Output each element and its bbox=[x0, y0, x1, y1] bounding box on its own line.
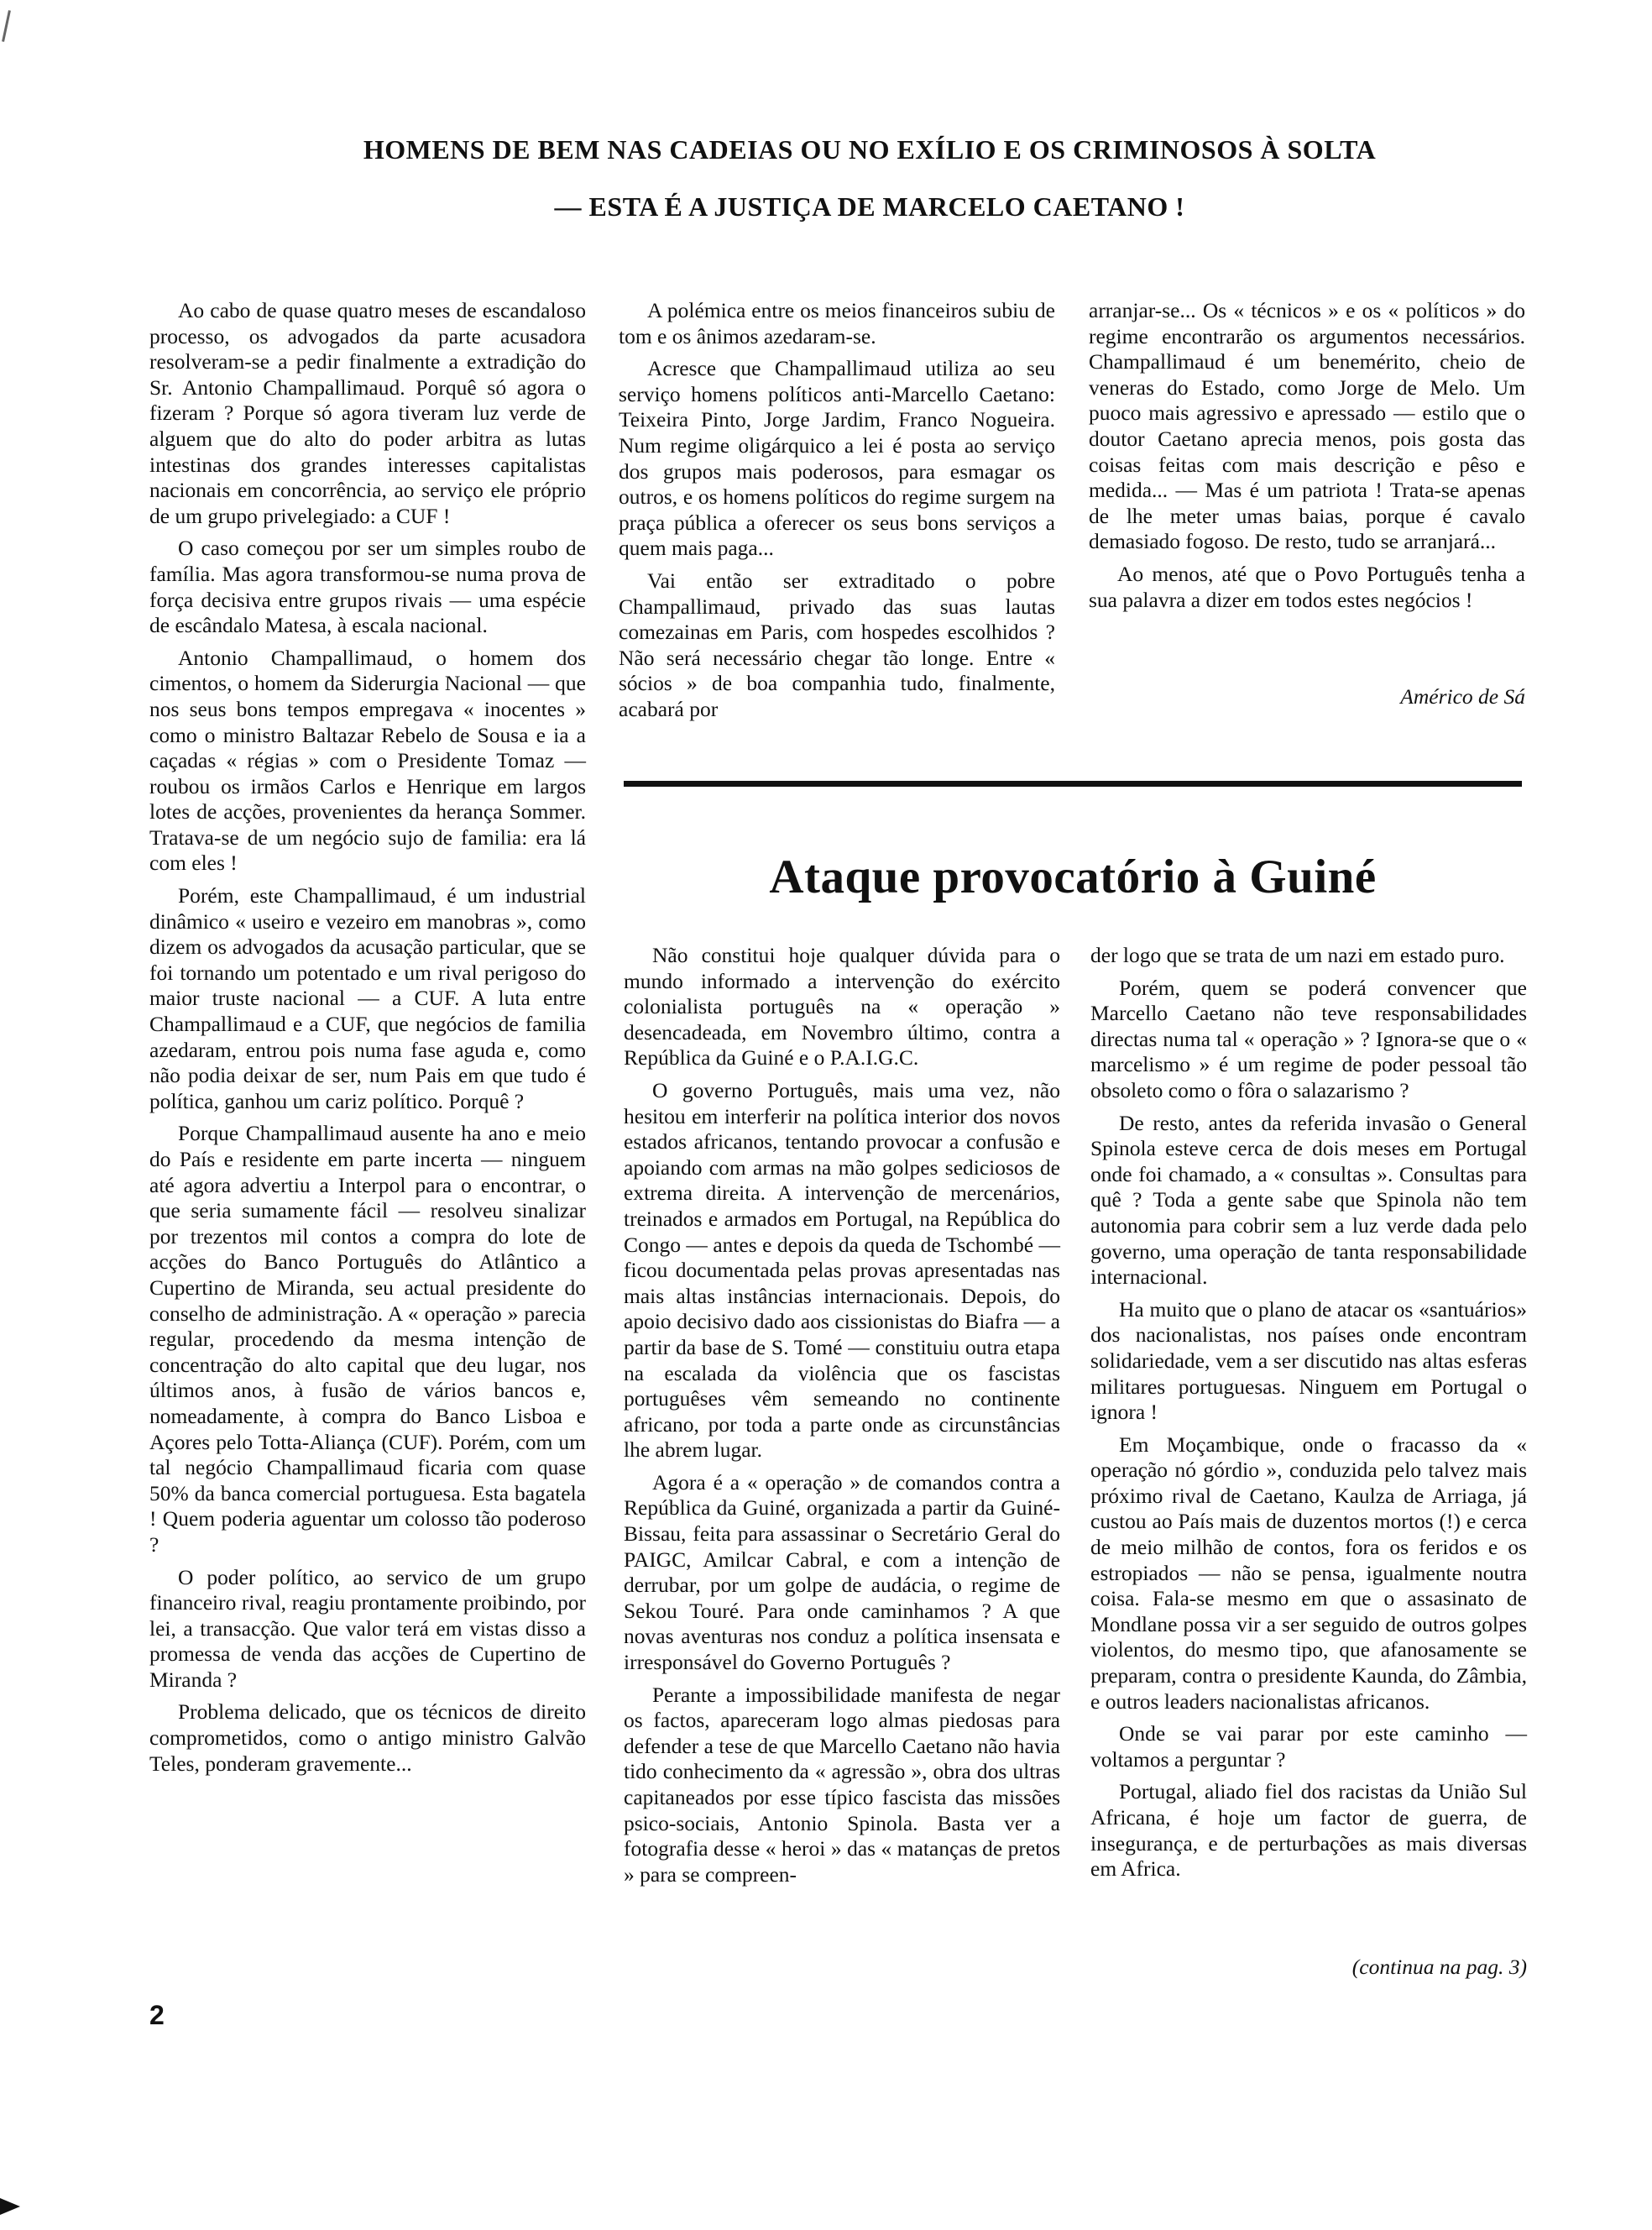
paragraph: der logo que se trata de um nazi em estado puro. bbox=[1090, 943, 1505, 967]
article1-column-3 bbox=[1089, 298, 1525, 613]
paragraph: Portugal, aliado fiel dos racistas da União Sul Africana, é hoje um factor de guerra, de insegurança, e de perturbações as mais diversas em Africa. bbox=[1090, 1779, 1527, 1882]
article2-title: Ataque provocatório à Guiné bbox=[769, 851, 1377, 903]
paragraph: Perante a impossibilidade manifesta de negar os factos, apareceram logo almas piedosas para defender a tese de que Marcello Caetano não havia tido conhecimento da « agressão », obra dos ultras capitaneados por esse típico fascista das missões psico-sociais, Antonio Spinola. Basta ver a fotografia desse « heroi » das « matanças de pretos » para se compreen- bbox=[624, 1682, 1060, 1887]
article2-column-2 bbox=[1090, 943, 1527, 1882]
paragraph: Ao menos, até que o Povo Português tenha a sua palavra a dizer em todos estes negócios ! bbox=[1089, 561, 1525, 612]
paragraph: O poder político, ao servico de um grupo financeiro rival, reagiu prontamente proibindo, por lei, a transacção. Que valor terá em vistas disso a promessa de venda das acções de Cupertino de Miranda ? bbox=[149, 1564, 586, 1692]
continued-note: (continua na pag. 3) bbox=[1351, 1955, 1527, 1979]
paragraph: Ha muito que o plano de atacar os «santuários» dos nacionalistas, nos países onde encontram solidariedade, vem a ser discutido nas altas esferas militares portuguesas. Ninguem em Portugal o ignora ! bbox=[1090, 1296, 1527, 1425]
paragraph: Antonio Champallimaud, o homem dos cimentos, o homem da Siderurgia Nacional — que nos seus bons tempos empregava « inocentes » como o ministro Baltazar Rebelo de Sousa e ia a caçadas « régias » com o Presidente Tomaz — roubou os irmãos Carlos e Henrique em largos lotes de acções, provenientes da herança Sommer. Tratava-se de um negócio sujo de familia: era lá com eles ! bbox=[149, 645, 586, 876]
article1-column-2 bbox=[619, 298, 1055, 723]
author-signature: Américo de Sá bbox=[1400, 684, 1525, 709]
paragraph: A polémica entre os meios financeiros subiu de tom e os ânimos azedaram-se. bbox=[619, 298, 1055, 348]
headline-line-1: HOMENS DE BEM NAS CADEIAS OU NO EXÍLIO E OS CRIMINOSOS À SOLTA bbox=[363, 134, 1377, 165]
paragraph: De resto, antes da referida invasão o General Spinola esteve cerca de dois meses em Portugal onde foi chamado, a « consultas ». Consultas para quê ? Toda a gente sabe que Spinola não tem autonomia para cobrir sem a luz verde dada pelo governo, uma operação de tanta responsabilidade internacional. bbox=[1090, 1110, 1527, 1290]
paragraph: O caso começou por ser um simples roubo de família. Mas agora transformou-se numa prova de força decisiva entre grupos rivais — uma espécie de escândalo Matesa, à escala nacional. bbox=[149, 536, 586, 638]
corner-mark bbox=[2, 10, 11, 42]
paragraph: Vai então ser extraditado o pobre Champallimaud, privado das suas lautas comezainas em Paris, com hospedes escolhidos ? Não será necessário chegar tão longe. Entre « sócios » de boa companhia tudo, finalmente, acabará por bbox=[619, 568, 1055, 721]
paragraph: Em Moçambique, onde o fracasso da « operação nó górdio », conduzida pelo talvez mais próximo rival de Caetano, Kaulza de Arriaga, já custou ao País mais de duzentos mortos (!) e cerca de meio milhão de contos, fora os feridos e os estropiados — não se pensa, igualmente noutra coisa. Fala-se mesmo em que o assasinato de Mondlane possa vir a ser seguido de outros golpes violentos, do mesmo tipo, que afanosamente se preparam, contra o presidente Kaunda, do Zâmbia, e outros leaders nacionalistas africanos. bbox=[1090, 1432, 1527, 1714]
paragraph: Não constitui hoje qualquer dúvida para o mundo informado a intervenção do exército colonialista português na « operação » desencadeada, em Novembro último, contra a República da Guiné e o P.A.I.G.C. bbox=[624, 943, 1060, 1071]
paragraph: Onde se vai parar por este caminho — voltamos a perguntar ? bbox=[1090, 1721, 1527, 1772]
page-number: 2 bbox=[149, 2000, 165, 2030]
paragraph: Acresce que Champallimaud utiliza ao seu serviço homens políticos anti-Marcello Caetano: Teixeira Pinto, Jorge Jardim, Franco Nogueira. Num regime oligárquico a lei é posta ao serviço dos grupos mais poderosos, para esmagar os outros, e os homens políticos do regime surgem na praça pública a oferecer os seus bons serviços a quem mais paga... bbox=[619, 356, 1055, 561]
paragraph: Ao cabo de quase quatro meses de escandaloso processo, os advogados da parte acusadora resolveram-se a pedir finalmente a extradição do Sr. Antonio Champallimaud. Porquê só agora o fizeram ? Porque só agora tiveram luz verde de alguem que do alto do poder arbitra as lutas intestinas dos grandes interesses capitalistas nacionais em concorrência, ao serviço ele próprio de um grupo privelegiado: a CUF ! bbox=[149, 298, 586, 528]
corner-mark bbox=[0, 2198, 20, 2215]
paragraph: arranjar-se... Os « técnicos » e os « políticos » do regime encontrarão os argumentos necessários. Champallimaud é um benemérito, cheio de veneras do Estado, como Jorge de Melo. Um puoco mais agressivo e apressado — estilo que o doutor Caetano aprecia menos, pois gosta das coisas feitas com mais descrição e pêso e medida... — Mas é um patriota ! Trata-se apenas de lhe meter umas baias, porque é cavalo demasiado fogoso. De resto, tudo se arranjará... bbox=[1089, 298, 1525, 554]
paragraph: Porém, este Champallimaud, é um industrial dinâmico « useiro e vezeiro em manobras », como dizem os advogados da acusação particular, que se foi tornando um potentado e um rival perigoso do maior truste nacional — a CUF. A luta entre Champallimaud e a CUF, que negócios de familia azedaram, entrou pois numa fase aguda e, como não podia deixar de ser, num Pais em que tudo é política, ganhou um cariz político. Porquê ? bbox=[149, 883, 586, 1113]
paragraph: Problema delicado, que os técnicos de direito comprometidos, como o antigo ministro Galvão Teles, ponderam gravemente... bbox=[149, 1699, 586, 1776]
paragraph: O governo Português, mais uma vez, não hesitou em interferir na política interior dos novos estados africanos, tentando provocar a confusão e apoiando com armas na mão golpes sediciosos de extrema direita. A intervenção de mercenários, treinados e armados em Portugal, na República do Congo — antes e depois da queda de Tschombé — ficou documentada pelas provas apresentadas nas mais altas instâncias internacionais. Depois, do apoio decisivo dado aos cissionistas do Biafra — a partir da base de S. Tomé — constituiu outra etapa na escalada da violência que os fascistas portuguêses vêm semeando no continente africano, por toda a parte onde as circunstâncias lhe abrem lugar. bbox=[624, 1077, 1060, 1463]
paragraph: Porém, quem se poderá convencer que Marcello Caetano não teve responsabilidades directas numa tal « operação » ? Ignora-se que o « marcelismo » é um regime de poder pessoal tão obsoleto como o fôra o salazarismo ? bbox=[1090, 975, 1527, 1102]
article1-column-1 bbox=[149, 298, 586, 1777]
paragraph: Agora é a « operação » de comandos contra a República da Guiné, organizada a partir da Guiné-Bissau, feita para assassinar o Secretário Geral do PAIGC, Amilcar Cabral, e com a intenção de derrubar, por um golpe de audácia, o regime de Sekou Touré. Para onde caminhamos ? A que novas aventuras nos conduz a política insensata e irresponsável do Governo Português ? bbox=[624, 1469, 1060, 1675]
paragraph: Porque Champallimaud ausente ha ano e meio do País e residente em parte incerta — ninguem até agora advertiu a Interpol para o encontrar, o que seria sumamente fácil — resolveu sinalizar por trezentos mil contos a compra do lote de acções do Banco Português do Atlântico a Cupertino de Miranda, seu actual presidente do conselho de administração. A « operação » parecia regular, procedendo da mesma intenção de concentração do alto capital que deu lugar, nos últimos anos, à fusão de vários bancos e, nomeadamente, à compra do Banco Lisboa e Açores pelo Totta-Aliança (CUF). Porém, com um tal negócio Champallimaud ficaria com quase 50% da banca comercial portuguesa. Esta bagatela ! Quem poderia aguentar um colosso tão poderoso ? bbox=[149, 1121, 586, 1557]
headline-line-2: — ESTA É A JUSTIÇA DE MARCELO CAETANO ! bbox=[554, 191, 1185, 222]
article2-column-1 bbox=[624, 943, 1060, 1887]
section-divider bbox=[624, 781, 1522, 787]
